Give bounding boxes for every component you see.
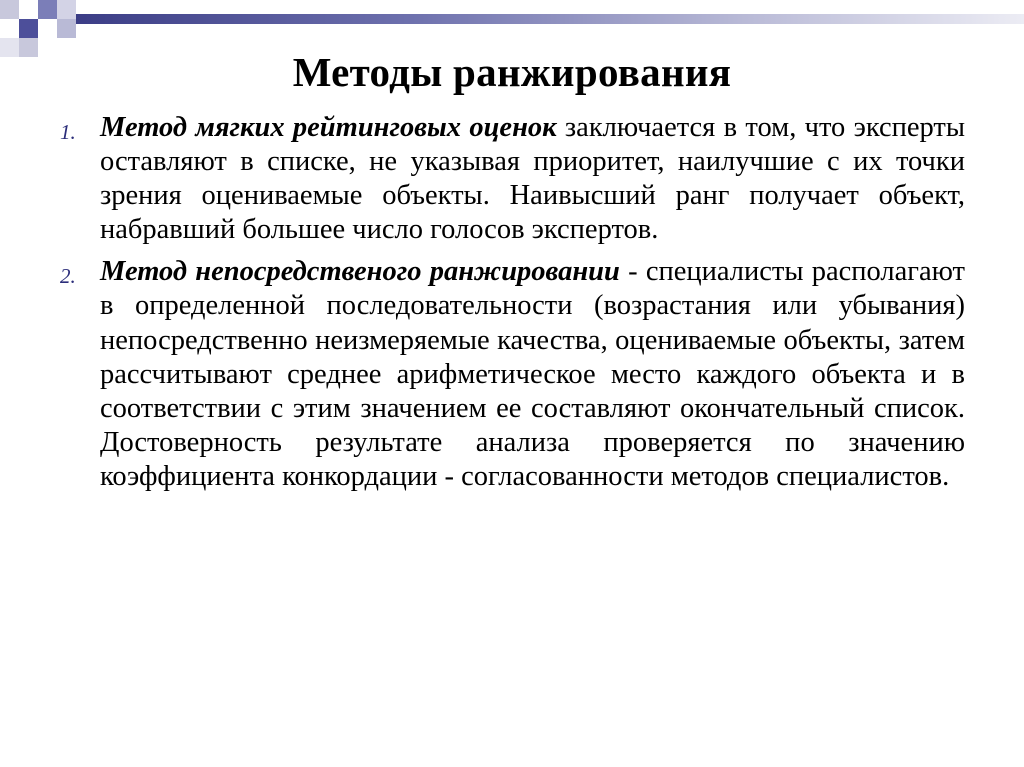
list-number: 1. (60, 120, 76, 144)
decor-square (19, 0, 38, 19)
list-item-soft-rating (60, 111, 965, 247)
methods-list (60, 111, 965, 494)
decor-square (57, 19, 76, 38)
method-description: - специалисты располагают в определенной последовательности (возрастания или убывания) непосредственно неизмеряемые качества, оцениваемые объекты, затем рассчитывают среднее арифметическое место каждого объекта и в соответствии с этим значением ее составляют окончательный список. Достоверность результате анализа проверяется по значению коэффициента конкордации - согласованности методов специалистов. (100, 256, 965, 492)
slide-title: Методы ранжирования (292, 49, 732, 95)
list-number: 2. (60, 264, 76, 289)
header-gradient-bar (76, 14, 1024, 24)
method-term: Метод непосредственого ранжировании (100, 256, 620, 288)
decor-square (38, 19, 57, 38)
decor-square (19, 19, 38, 38)
decor-square (0, 0, 19, 19)
decor-square (38, 0, 57, 19)
list-item-direct-ranking (60, 255, 965, 494)
decor-square (0, 19, 19, 38)
decor-square (57, 0, 76, 19)
method-term: Метод мягких рейтинговых оценок (100, 112, 557, 143)
method-description: заключается в том, что эксперты оставляют в списке, не указывая приоритет, наилучшие с их точки зрения оцениваемые объекты. Наивысший ранг получает объект, набравший большее число голосов экспертов. (100, 112, 965, 246)
